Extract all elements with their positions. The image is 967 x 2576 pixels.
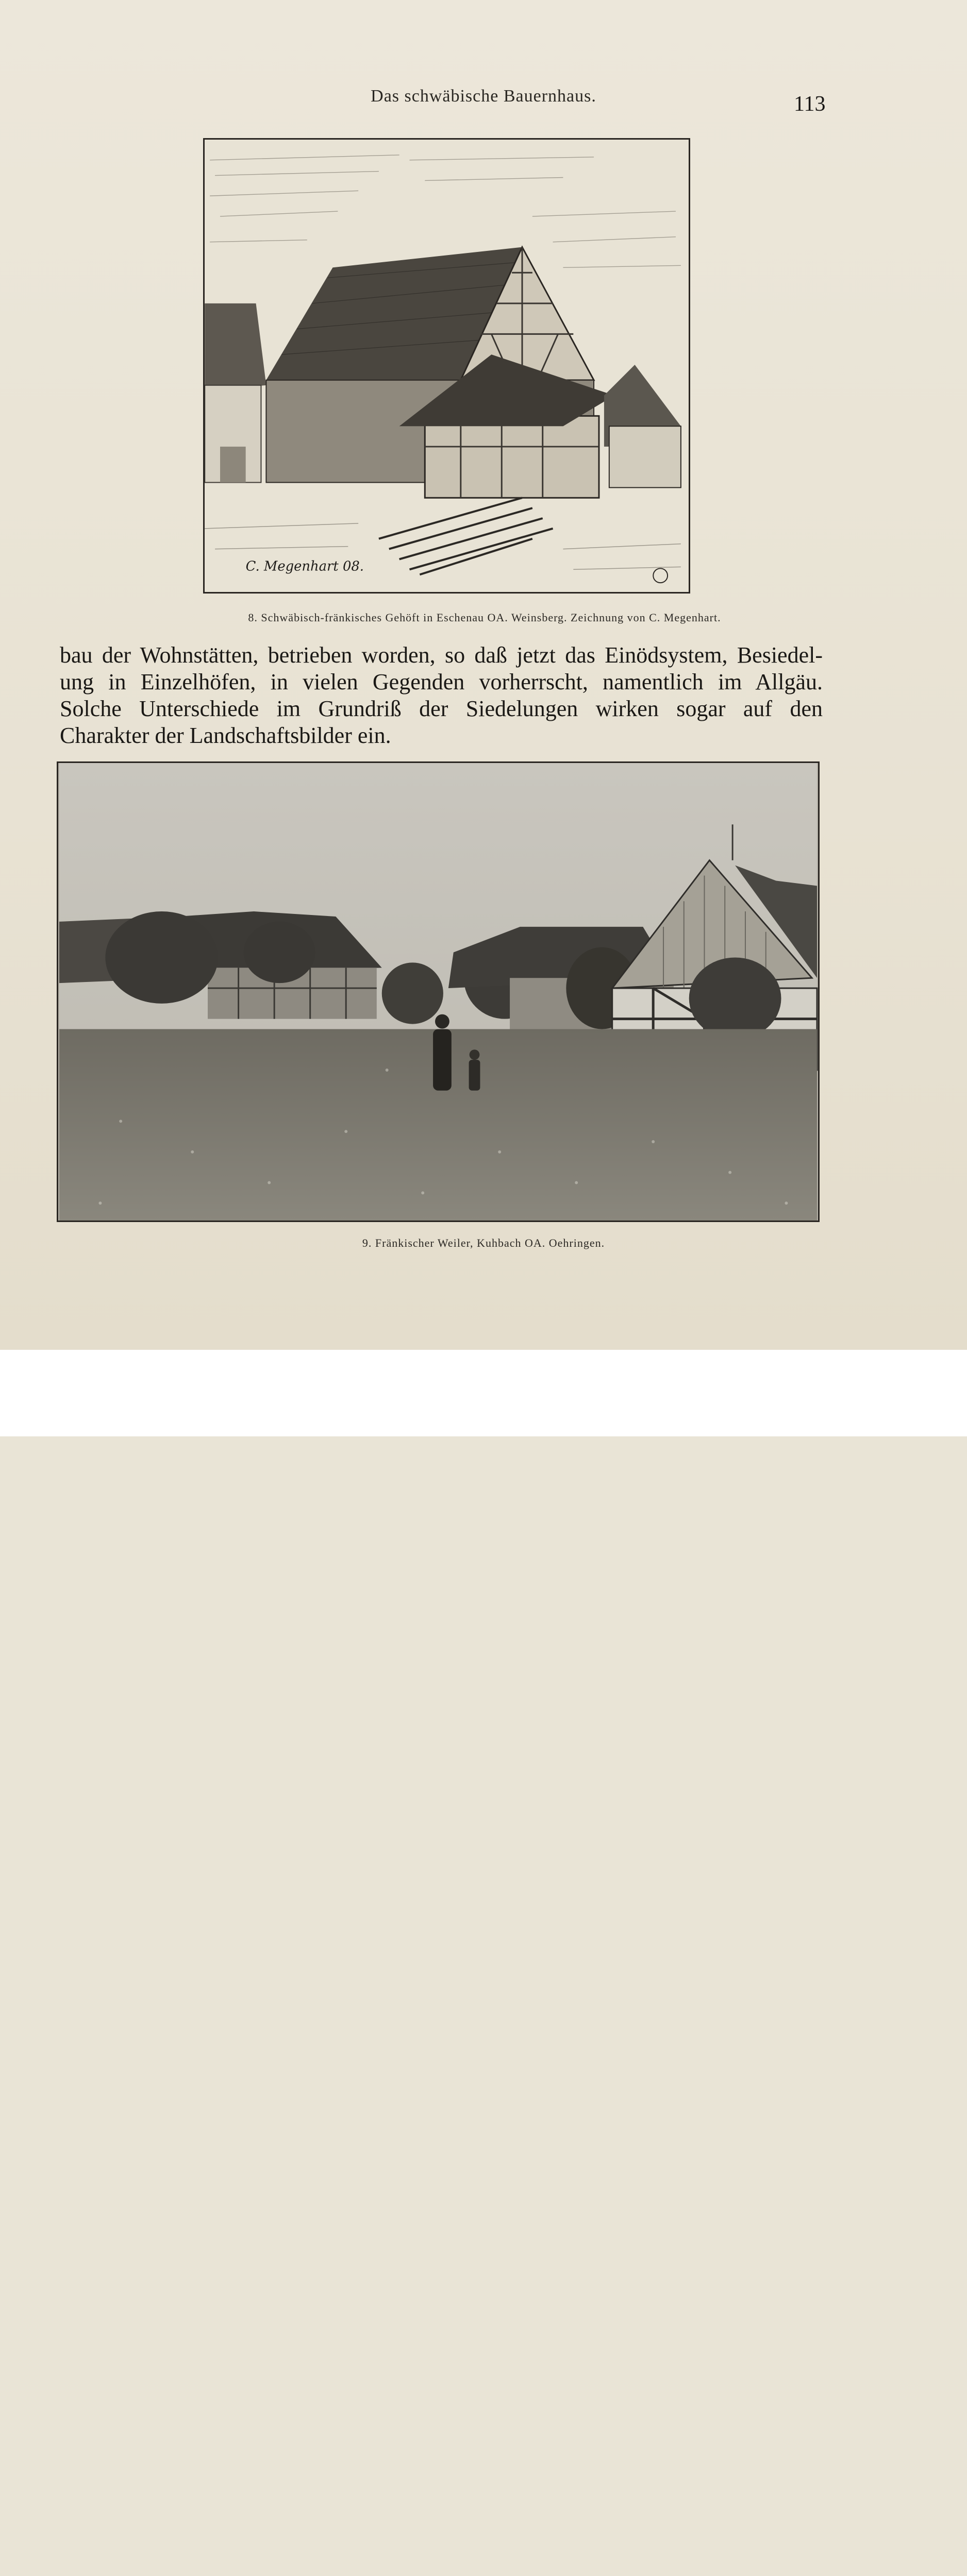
figure-8-drawing — [203, 138, 690, 594]
body-line: Solche Unterschiede im Grundriß der Siedelungen wirken sogar auf den — [60, 696, 823, 721]
figure-9-caption: 9. Fränkischer Weiler, Kuhbach OA. Oehringen. — [362, 1236, 605, 1249]
digitization-footer — [0, 1350, 967, 1436]
drawing-signature: C. Megenhart 08. — [245, 558, 364, 574]
hamlet-photograph — [58, 763, 818, 1221]
body-line: ung in Einzelhöfen, in vielen Gegenden vorherrscht, namentlich im Allgäu. — [60, 669, 823, 694]
body-line: Charakter der Landschaftsbilder ein. — [60, 723, 391, 748]
figure-9-photo — [57, 761, 820, 1222]
figure-8-caption: 8. Schwäbisch-fränkisches Gehöft in Eschenau OA. Weinsberg. Zeichnung von C. Megenhart. — [248, 611, 721, 624]
farmhouse-drawing — [205, 140, 689, 592]
page-number: 113 — [794, 92, 826, 116]
body-paragraph — [60, 642, 823, 749]
running-title: Das schwäbische Bauernhaus. — [371, 87, 596, 106]
body-line: bau der Wohnstätten, betrieben worden, so daß jetzt das Einödsystem, Besiedel- — [60, 642, 823, 668]
